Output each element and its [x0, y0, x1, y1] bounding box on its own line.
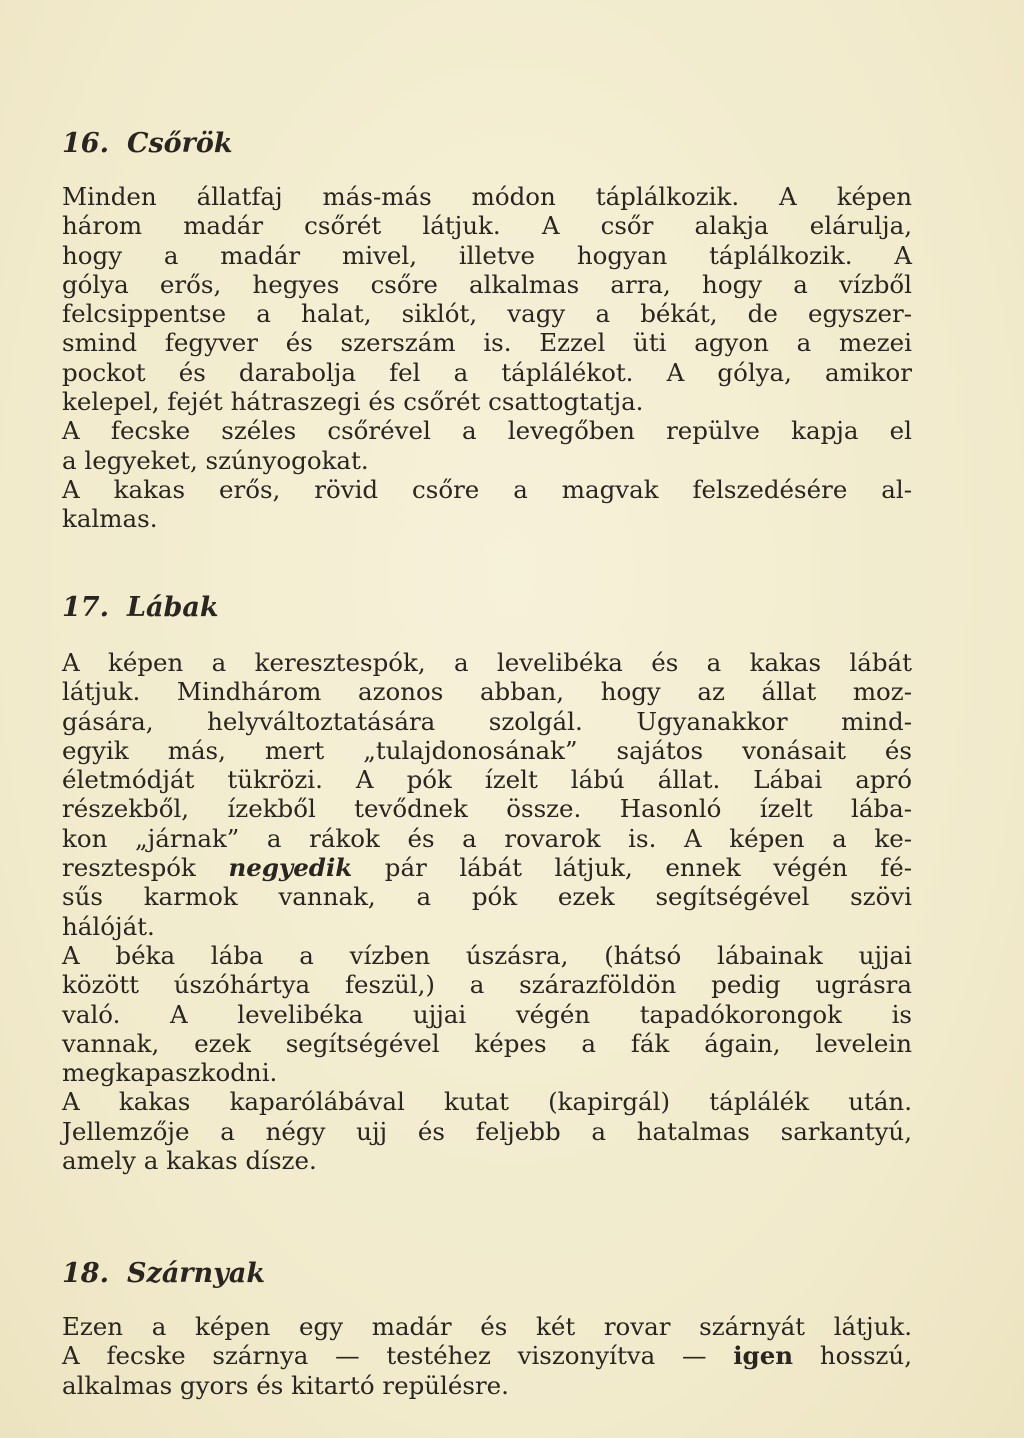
- text-line: smind fegyver és szerszám is. Ezzel üti agyon a mezei: [62, 328, 912, 358]
- paragraph: [62, 475, 912, 534]
- text-run: hosszú,: [793, 1341, 912, 1371]
- text-line: hálóját.: [62, 911, 155, 941]
- text-line: sűs karmok vannak, a pók ezek segítségével szövi: [62, 882, 912, 912]
- text-line-emphasis: [62, 1341, 912, 1370]
- text-line: kelepel, fejét hátraszegi és csőrét csattogtatja.: [62, 387, 644, 417]
- text-line: három madár csőrét látjuk. A csőr alakja elárulja,: [62, 211, 912, 241]
- section-heading: [62, 1258, 912, 1290]
- text-line: felcsippentse a halat, siklót, vagy a békát, de egyszer-: [62, 299, 912, 329]
- text-line: való. A levelibéka ujjai végén tapadókorongok is: [62, 999, 912, 1029]
- section-title: Lábak: [126, 592, 219, 623]
- text-run: resztespók: [62, 853, 229, 883]
- text-line: Jellemzője a négy ujj és feljebb a hatalmas sarkantyú,: [62, 1116, 912, 1146]
- text-line: egyik más, mert „tulajdonosának” sajátos vonásait és: [62, 735, 912, 765]
- text-line: A képen a keresztespók, a levelibéka és a kakas lábát: [62, 648, 912, 677]
- text-run: A fecske szárnya — testéhez viszonyítva —: [62, 1341, 734, 1371]
- text-line: kalmas.: [62, 504, 158, 534]
- text-line: életmódját tükrözi. A pók ízelt lábú állat. Lábai apró: [62, 765, 912, 795]
- text-line: kon „járnak” a rákok és a rovarok is. A képen a ke-: [62, 823, 912, 853]
- paragraph: [62, 648, 912, 941]
- section-17: [62, 592, 912, 1175]
- section-18: [62, 1258, 912, 1400]
- text-run: pár lábát látjuk, ennek végén fé-: [352, 853, 912, 883]
- text-line: Ezen a képen egy madár és két rovar szárnyát látjuk.: [62, 1312, 912, 1341]
- text-line: megkapaszkodni.: [62, 1058, 278, 1088]
- text-line: látjuk. Mindhárom azonos abban, hogy az állat moz-: [62, 677, 912, 707]
- section-number: 17.: [62, 592, 109, 623]
- text-line: között úszóhártya feszül,) a szárazföldön pedig ugrásra: [62, 970, 912, 1000]
- paragraph: [62, 1312, 912, 1400]
- text-line: Minden állatfaj más-más módon táplálkozik. A képen: [62, 182, 912, 211]
- paragraph: [62, 182, 912, 416]
- text-line: pockot és darabolja fel a táplálékot. A gólya, amikor: [62, 357, 912, 387]
- text-line: A kakas kaparólábával kutat (kapirgál) táplálék után.: [62, 1087, 912, 1117]
- section-title: Szárnyak: [126, 1258, 266, 1289]
- text-line: gására, helyváltoztatására szolgál. Ugyanakkor mind-: [62, 706, 912, 736]
- text-line-emphasis: [62, 853, 912, 882]
- paragraph: [62, 416, 912, 475]
- section-title: Csőrök: [126, 128, 233, 159]
- text-line: a legyeket, szúnyogokat.: [62, 445, 369, 475]
- text-line: gólya erős, hegyes csőre alkalmas arra, hogy a vízből: [62, 269, 912, 299]
- text-line: A béka lába a vízben úszásra, (hátsó lábainak ujjai: [62, 940, 912, 970]
- text-line: részekből, ízekből tevődnek össze. Hasonló ízelt lába-: [62, 794, 912, 824]
- text-line: amely a kakas dísze.: [62, 1146, 317, 1176]
- text-line: A fecske széles csőrével a levegőben repülve kapja el: [62, 416, 912, 446]
- emphasized-word: igen: [733, 1341, 794, 1371]
- text-line: A kakas erős, rövid csőre a magvak felszedésére al-: [62, 474, 912, 504]
- emphasized-word: negyedik: [228, 853, 353, 883]
- section-heading: [62, 592, 912, 624]
- text-line: hogy a madár mivel, illetve hogyan táplálkozik. A: [62, 240, 912, 270]
- paragraph: [62, 941, 912, 1087]
- text-line: alkalmas gyors és kitartó repülésre.: [62, 1370, 509, 1400]
- paragraph: [62, 1087, 912, 1175]
- section-16: [62, 128, 912, 534]
- section-number: 16.: [62, 128, 109, 159]
- text-line: vannak, ezek segítségével képes a fák ágain, levelein: [62, 1028, 912, 1058]
- section-number: 18.: [62, 1258, 109, 1289]
- section-heading: [62, 128, 912, 160]
